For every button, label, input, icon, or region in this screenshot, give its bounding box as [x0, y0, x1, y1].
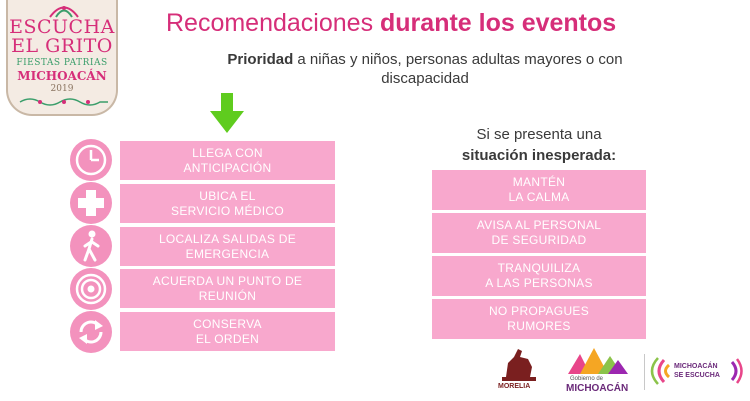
- sound-waves-icon: [650, 356, 670, 386]
- morelia-label: MORELIA: [498, 383, 531, 390]
- recommendation-emergency-exits: LOCALIZA SALIDAS DE EMERGENCIA: [120, 227, 335, 266]
- title-normal: Recomendaciones: [166, 9, 381, 37]
- medical-cross-icon: [70, 182, 112, 224]
- morelia-logo: [496, 345, 542, 393]
- target-icon: [70, 268, 112, 310]
- green-down-arrow-icon: [210, 93, 244, 133]
- sound-waves-right-icon: [730, 356, 744, 386]
- recommendation-medical-service: UBICA EL SERVICIO MÉDICO: [120, 184, 335, 223]
- page-subtitle: [210, 50, 640, 88]
- clock-icon: [70, 139, 112, 181]
- action-stay-calm: MANTÉN LA CALMA: [432, 170, 646, 210]
- badge-year: 2019: [50, 84, 74, 94]
- subtitle-rest: a niñas y niños, personas adultas mayores o con discapacidad: [293, 51, 623, 87]
- right-heading-bold: situación inesperada:: [461, 147, 617, 164]
- colorful-mountains-icon: [568, 348, 628, 374]
- action-no-rumors: NO PROPAGUES RUMORES: [432, 299, 646, 339]
- recommendation-meeting-point: ACUERDA UN PUNTO DE REUNIÓN: [120, 269, 335, 308]
- logo-divider: [644, 354, 645, 390]
- right-heading: [432, 124, 646, 166]
- badge-line-fiestas-patrias: FIESTAS PATRIAS: [16, 58, 108, 68]
- action-notify-security: AVISA AL PERSONAL DE SEGURIDAD: [432, 213, 646, 253]
- vine-ornament-icon: [18, 96, 110, 108]
- walking-person-icon: [70, 225, 112, 267]
- badge-line-escucha: ESCUCHA: [9, 16, 115, 38]
- gobierno-michoacan-logo: [562, 348, 636, 396]
- badge-line-michoacan: MICHOACÁN: [17, 69, 107, 83]
- gobierno-small-label: Gobierno de: [570, 376, 604, 382]
- escucha-el-grito-badge: [6, 0, 118, 116]
- badge-line-el-grito: EL GRITO: [11, 35, 113, 57]
- escucha-line2: SE ESCUCHA: [674, 372, 720, 379]
- gobierno-big-label: MICHOACÁN: [566, 383, 629, 394]
- recommendation-arrive-early: LLEGA CON ANTICIPACIÓN: [120, 141, 335, 180]
- escucha-line1: MICHOACÁN: [674, 363, 718, 370]
- equestrian-statue-icon: [496, 345, 542, 381]
- refresh-arrows-icon: [70, 311, 112, 353]
- right-heading-line1: Si se presenta una: [476, 126, 602, 143]
- page-title: [166, 9, 616, 38]
- michoacan-se-escucha-logo: [650, 356, 746, 386]
- action-reassure-people: TRANQUILIZA A LAS PERSONAS: [432, 256, 646, 296]
- title-bold: durante los eventos: [380, 9, 617, 37]
- subtitle-bold: Prioridad: [227, 51, 294, 68]
- recommendation-keep-order: CONSERVA EL ORDEN: [120, 312, 335, 351]
